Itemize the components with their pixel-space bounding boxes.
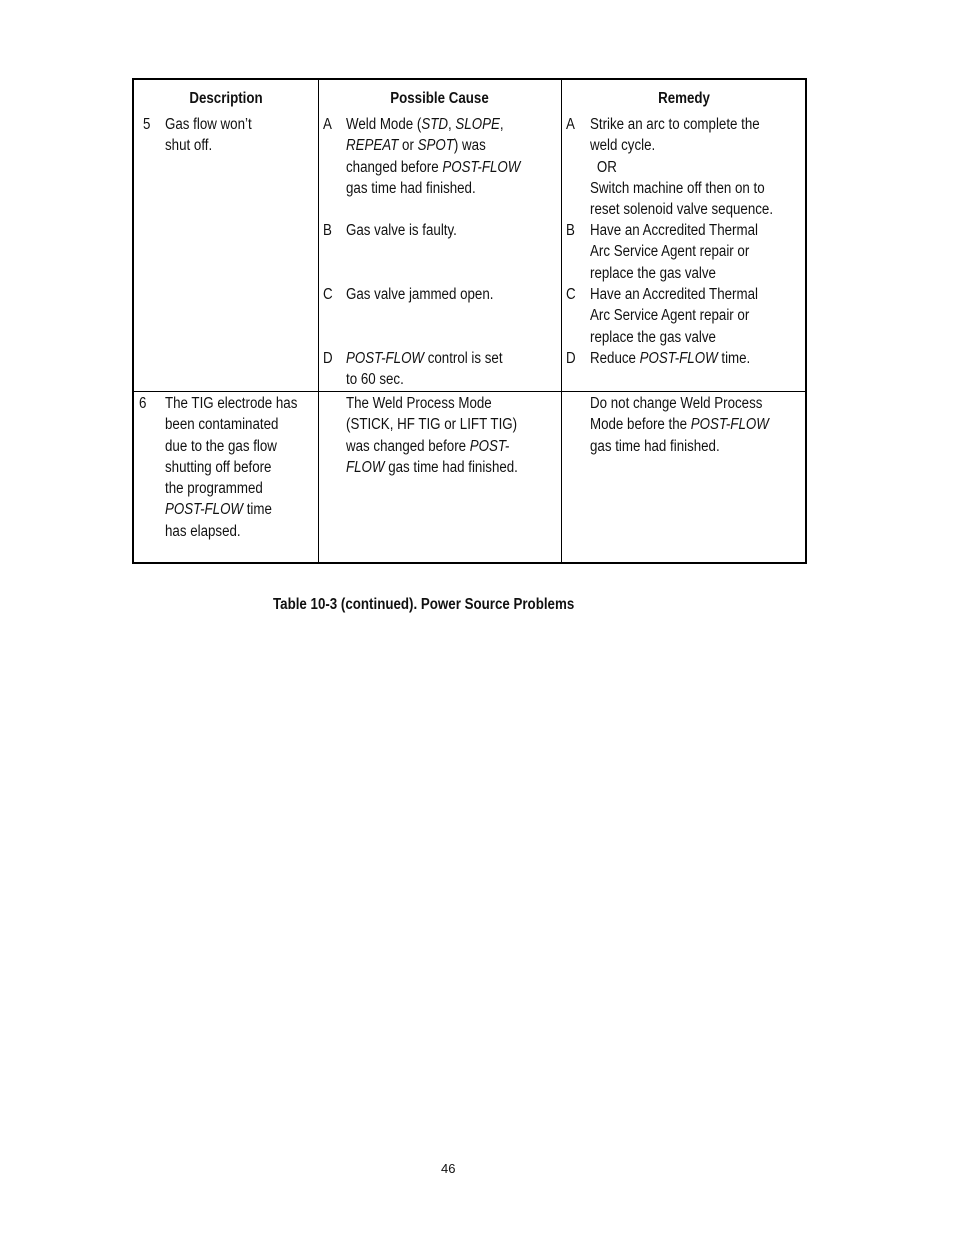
- remedy-letter: B: [566, 222, 575, 239]
- cause-text: Weld Mode (STD, SLOPE, REPEAT or SPOT) was changed before POST-FLOW gas time had finished.: [346, 116, 521, 197]
- cause-letter: A: [323, 116, 332, 133]
- cause-letter: B: [323, 222, 332, 239]
- column-divider: [561, 80, 562, 562]
- troubleshooting-table: [132, 78, 807, 564]
- row-divider: [134, 391, 805, 392]
- description-cell: The TIG electrode has been contaminated due to the gas flow shutting off before the programmed POST-FLOW time has elapsed.: [165, 395, 298, 540]
- remedy-letter: D: [566, 350, 576, 367]
- remedy-text: Have an Accredited Thermal Arc Service Agent repair or replace the gas valve: [590, 222, 758, 282]
- remedy-letter: C: [566, 286, 576, 303]
- row-number: 5: [143, 116, 151, 133]
- remedy-text: Reduce POST-FLOW time.: [590, 350, 751, 367]
- table-caption: Table 10-3 (continued). Power Source Problems: [273, 596, 575, 613]
- cause-text: Gas valve jammed open.: [346, 286, 494, 303]
- remedy-letter: A: [566, 116, 575, 133]
- cause-text: The Weld Process Mode (STICK, HF TIG or LIFT TIG) was changed before POST- FLOW gas time had finished.: [346, 395, 518, 476]
- header-description: Description: [189, 90, 263, 107]
- description-cell: Gas flow won’t shut off.: [165, 116, 252, 155]
- remedy-text: Strike an arc to complete the weld cycle. OR Switch machine off then on to reset solenoid valve sequence.: [590, 116, 774, 219]
- row-number: 6: [139, 395, 147, 412]
- column-divider: [318, 80, 319, 562]
- cause-text: POST-FLOW control is set to 60 sec.: [346, 350, 503, 389]
- header-possible-cause: Possible Cause: [390, 90, 489, 107]
- page-number: 46: [441, 1161, 456, 1176]
- cause-letter: D: [323, 350, 333, 367]
- cause-letter: C: [323, 286, 333, 303]
- cause-text: Gas valve is faulty.: [346, 222, 457, 239]
- remedy-text: Do not change Weld Process Mode before the POST-FLOW gas time had finished.: [590, 395, 769, 455]
- header-remedy: Remedy: [658, 90, 710, 107]
- remedy-text: Have an Accredited Thermal Arc Service Agent repair or replace the gas valve: [590, 286, 758, 346]
